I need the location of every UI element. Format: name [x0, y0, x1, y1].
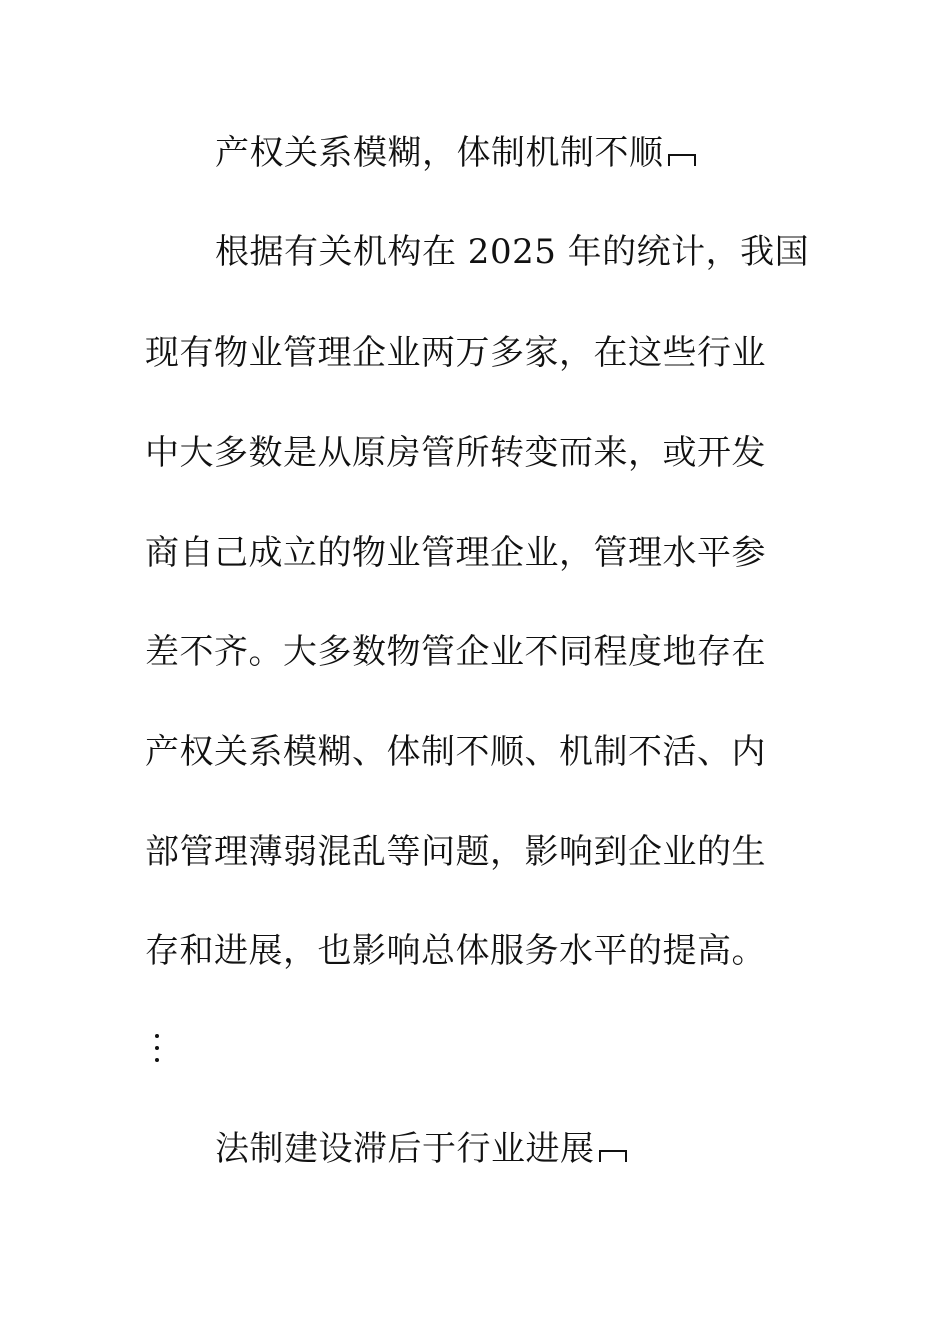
paragraph-line-1: 根据有关机构在 2025 年的统计，我国 — [215, 232, 810, 272]
heading-marker-icon — [599, 1146, 627, 1162]
heading-marker-icon — [668, 150, 696, 166]
paragraph-line-8: 存和进展，也影响总体服务水平的提高。 — [145, 931, 766, 971]
paragraph-line-4: 商自己成立的物业管理企业，管理水平参 — [145, 533, 766, 573]
section-heading-2-text: 法制建设滞后于行业进展 — [215, 1129, 595, 1169]
vertical-ellipsis-icon — [152, 1034, 162, 1068]
section-heading-text: 产权关系模糊，体制机制不顺 — [215, 133, 664, 173]
paragraph-line-6: 产权关系模糊、体制不顺、机制不活、内 — [145, 732, 766, 772]
section-heading-2 — [215, 1129, 627, 1169]
paragraph-line-3: 中大多数是从原房管所转变而来，或开发 — [145, 433, 766, 473]
paragraph-line-7: 部管理薄弱混乱等问题，影响到企业的生 — [145, 832, 766, 872]
paragraph-line-5: 差不齐。大多数物管企业不同程度地存在 — [145, 632, 766, 672]
section-heading — [215, 133, 696, 173]
paragraph-line-2: 现有物业管理企业两万多家，在这些行业 — [145, 333, 766, 373]
